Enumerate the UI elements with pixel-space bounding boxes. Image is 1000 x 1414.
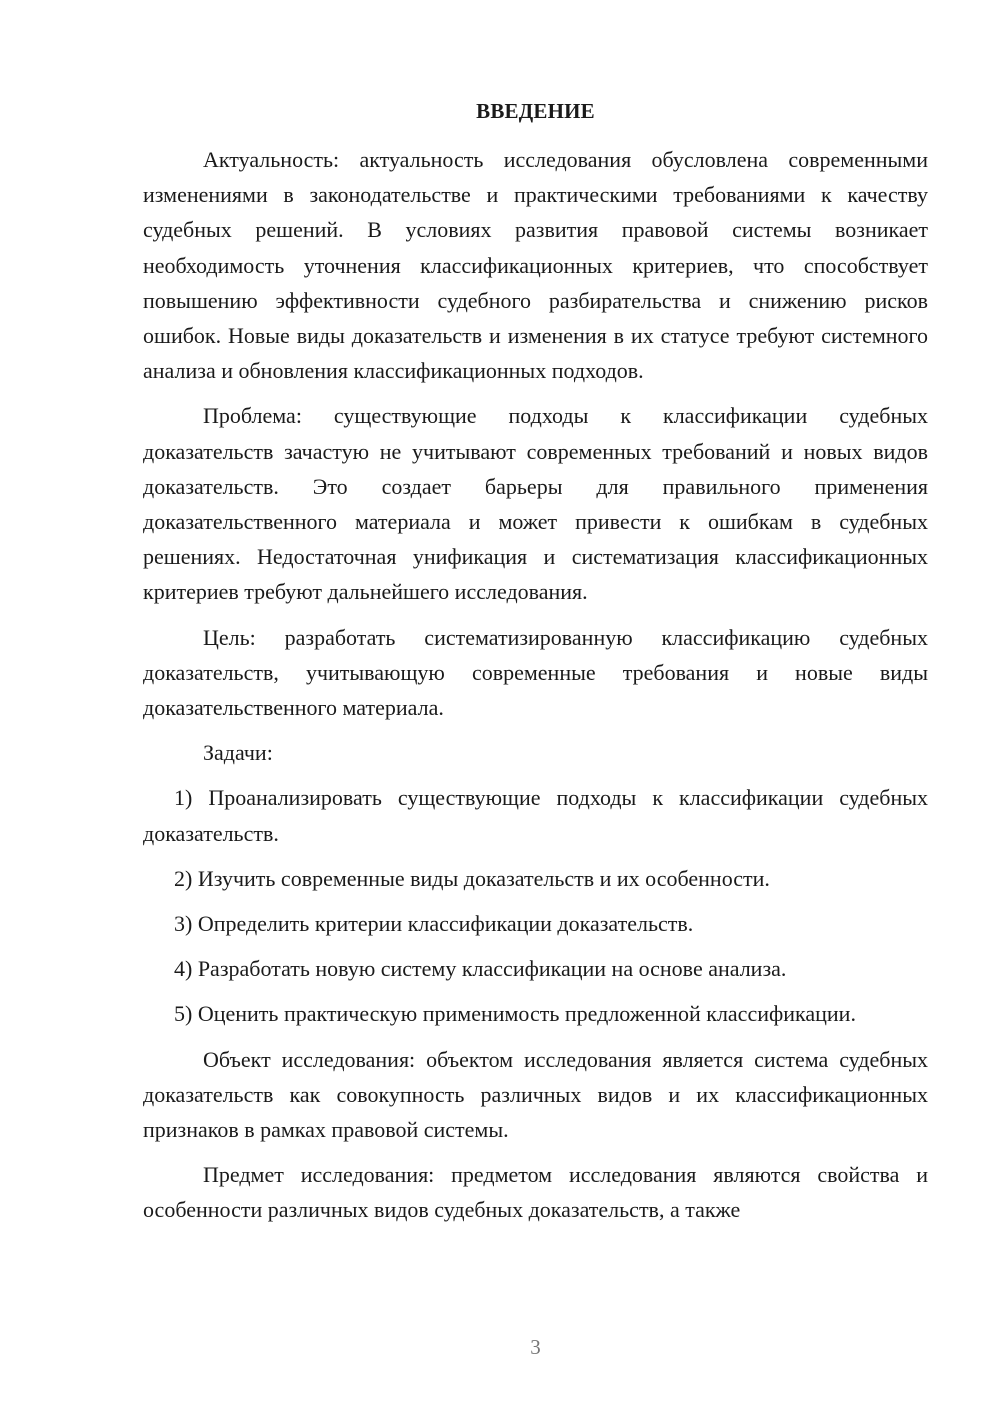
paragraph-relevance: Актуальность: актуальность исследования обусловлена современными изменениями в законодательстве и практическими требованиями к качеству судебных решений. В условиях развития правовой системы возникает необходимость уточнения классификационных критериев, что способствует повышению эффективности судебного разбирательства и снижению рисков ошибок. Новые виды доказательств и изменения в их статусе требуют системного анализа и обновления классификационных подходов.	[143, 147, 928, 384]
paragraph-object: Объект исследования: объектом исследования является система судебных доказательств как совокупность различных видов и их классификационных признаков в рамках правовой системы.	[143, 1046, 928, 1143]
paragraph-subject: Предмет исследования: предметом исследования являются свойства и особенности различных видов судебных доказательств, а также	[143, 1162, 928, 1223]
task-item-2: 2) Изучить современные виды доказательств и их особенности.	[174, 865, 770, 891]
page-title: ВВЕДЕНИЕ	[476, 99, 595, 123]
document-body	[143, 142, 928, 1238]
task-item-1: 1) Проанализировать существующие подходы к классификации судебных доказательств.	[143, 785, 928, 846]
paragraph-problem: Проблема: существующие подходы к классификации судебных доказательств зачастую не учитывают современных требований и новых видов доказательств. Это создает барьеры для правильного применения доказательственного материала и может привести к ошибкам в судебных решениях. Недостаточная унификация и систематизация классификационных критериев требуют дальнейшего исследования.	[143, 403, 928, 605]
paragraph-tasks-heading: Задачи:	[203, 740, 273, 766]
task-item-3: 3) Определить критерии классификации доказательств.	[174, 911, 694, 937]
paragraph-goal: Цель: разработать систематизированную классификацию судебных доказательств, учитывающую современные требования и новые виды доказательственного материала.	[143, 624, 928, 721]
page-number: 3	[530, 1335, 541, 1359]
task-item-5: 5) Оценить практическую применимость предложенной классификации.	[174, 1001, 856, 1027]
task-item-4: 4) Разработать новую систему классификации на основе анализа.	[174, 956, 787, 982]
